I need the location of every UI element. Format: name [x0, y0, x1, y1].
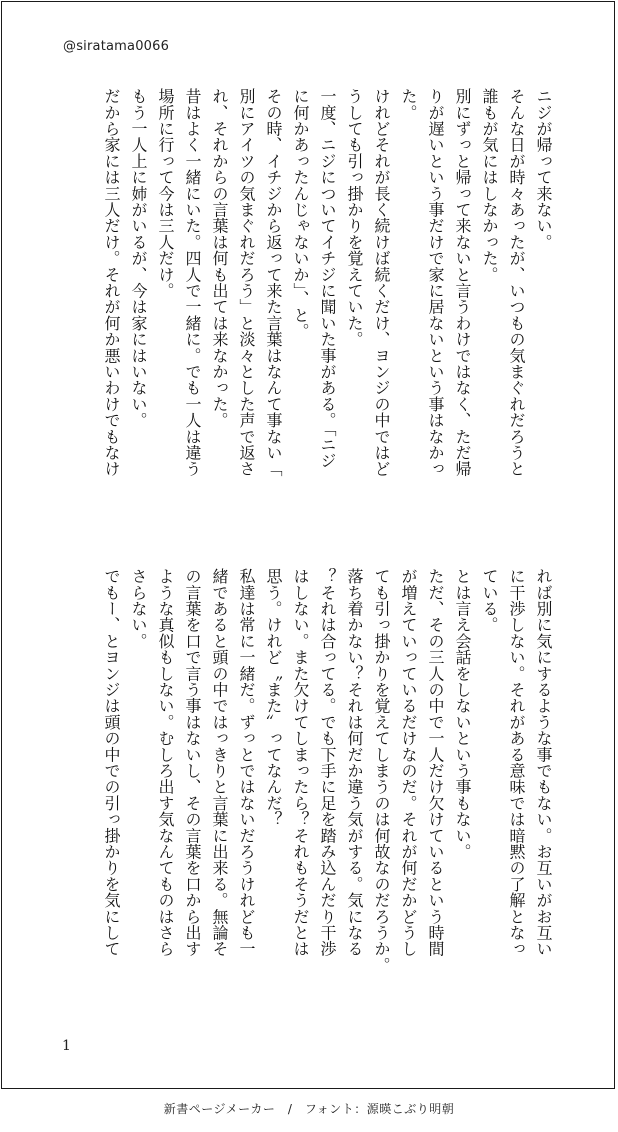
text-line: 昔はよく一緒にいた。四人で一緒に。でも一人は違う	[183, 88, 202, 477]
text-line: 誰もが気にはしなかった。	[480, 88, 499, 283]
text-line: ニジが帰って来ない。	[534, 88, 553, 250]
text-block-top	[57, 88, 557, 528]
text-line: 一度、ニジについてイチジに聞いた事がある。「ニジ	[318, 88, 337, 469]
text-line: さらない。	[129, 568, 148, 649]
text-line: もう一人上に姉がいるが、今は家にはいない。	[129, 88, 148, 429]
page-frame	[1, 1, 615, 1089]
text-line: 私達は常に一緒だ。ずっとではないだろうけれども一	[237, 568, 256, 957]
footer-credit: 新書ページメーカー / フォント：源暎こぶり明朝	[163, 1102, 455, 1116]
author-handle: @siratama0066	[63, 39, 170, 54]
text-line: の言葉を口で言う事はないし、その言葉を口から出す	[183, 568, 202, 957]
text-line: 別にアイツの気まぐれだろう」と淡々とした声で返さ	[237, 88, 256, 477]
text-line: 思う。けれど〝また〟ってなんだ？	[264, 568, 283, 828]
text-line: 場所に行って今は三人だけ。	[156, 88, 175, 299]
text-line: りが遅いという事だけで家に居ないという事はなかっ	[426, 88, 445, 477]
text-line: ても引っ掛かりを覚えてしまうのは何故なのだろうか。	[372, 568, 391, 973]
text-line: が増えていっているだけなのだ。それが何だかどうし	[399, 568, 418, 957]
text-line: とは言え会話をしないという事もない。	[453, 568, 472, 860]
text-line: 落ち着かない？それは何だか違う気がする。気になる	[345, 568, 364, 957]
text-line: その時、イチジから返って来た言葉はなんて事ない「	[264, 88, 283, 477]
text-line: れば別に気にするような事でもない。お互いがお互い	[534, 568, 553, 957]
text-line: ような真似もしない。むしろ出す気なんてものはさら	[156, 568, 175, 957]
text-block-bottom	[57, 568, 557, 1008]
text-line: 別にずっと帰って来ないと言うわけではなく、ただ帰	[453, 88, 472, 477]
text-line: た。	[399, 88, 418, 121]
text-line: はしない。また欠けてしまったら？それもそうだとは	[291, 568, 310, 957]
text-line: ただ、その三人の中で一人だけ欠けているという時間	[426, 568, 445, 957]
page-number: 1	[62, 1038, 71, 1054]
text-line: 緒であると頭の中ではっきりと言葉に出来る。無論そ	[210, 568, 229, 957]
text-line: れ、それからの言葉は何も出ては来なかった。	[210, 88, 229, 429]
text-line: に何かあったんじゃないか」、と。	[291, 88, 310, 340]
text-line: けれどそれが長く続けば続くだけ、ヨンジの中ではど	[372, 88, 391, 477]
text-line: に干渉しない。それがある意味では暗黙の了解となっ	[507, 568, 526, 957]
text-line: うしても引っ掛かりを覚えていた。	[345, 88, 364, 348]
text-line: ている。	[480, 568, 499, 633]
text-line: ？それは合ってる。でも下手に足を踏み込んだり干渉	[318, 568, 337, 957]
text-line: そんな日が時々あったが、いつもの気まぐれだろうと	[507, 88, 526, 477]
text-line: だから家には三人だけ。それが何か悪いわけでもなけ	[102, 88, 121, 477]
text-line: でもー、とヨンジは頭の中での引っ掛かりを気にして	[102, 568, 121, 957]
